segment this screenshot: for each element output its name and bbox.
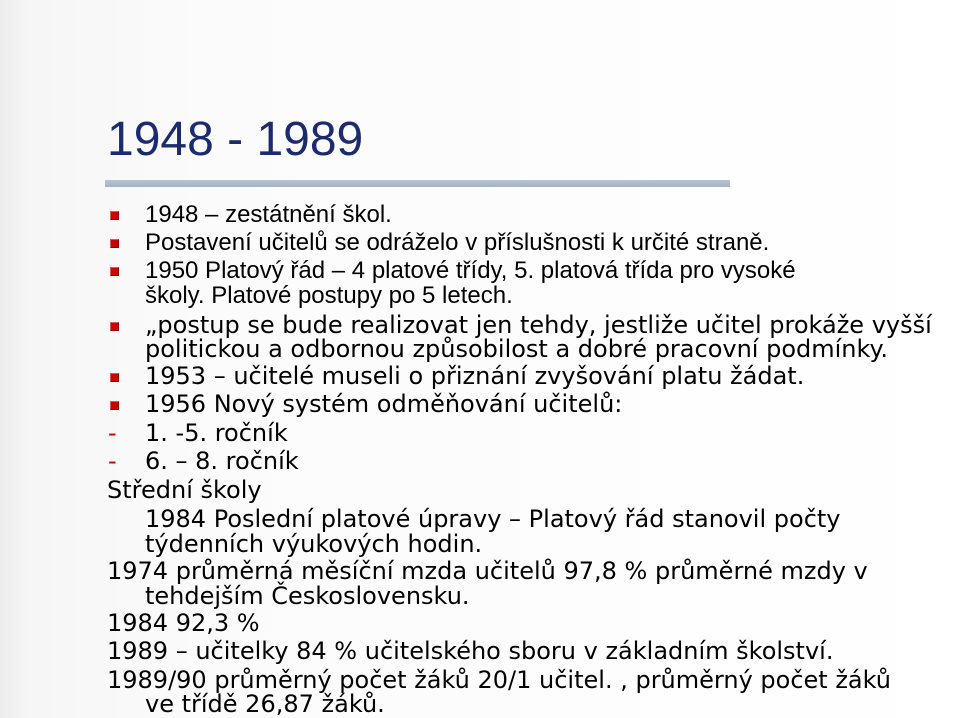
bullet-square-icon — [110, 401, 119, 410]
bullet-text: 1953 – učitelé museli o přiznání zvyšování platu žádat. — [145, 362, 805, 390]
bullet-text: Postavení učitelů se odráželo v příslušnosti k určité straně. — [145, 229, 770, 256]
bullet-text: 1950 Platový řád – 4 platové třídy, 5. platová třída pro vysoké — [145, 257, 796, 284]
dash-marker: - — [108, 447, 117, 475]
paragraph-text: 1984 Poslední platové úpravy – Platový řád stanovil počty — [145, 505, 841, 533]
bullet-text-continuation: školy. Platové postupy po 5 letech. — [145, 282, 513, 309]
paragraph-text: 1984 92,3 % — [107, 609, 260, 637]
paragraph-text-continuation: týdenních výukových hodin. — [145, 530, 483, 558]
slide-title: 1948 - 1989 — [107, 113, 364, 166]
title-underline-bar — [105, 180, 730, 187]
bullet-square-icon — [110, 211, 119, 220]
dash-marker: - — [108, 419, 117, 447]
paragraph-heading: Střední školy — [107, 476, 262, 504]
paragraph-text-continuation: ve třídě 26,87 žáků. — [145, 690, 385, 718]
bullet-text: 1956 Nový systém odměňování učitelů: — [145, 390, 623, 418]
paragraph-text-continuation: tehdejším Československu. — [145, 582, 470, 610]
sub-item-text: 1. -5. ročník — [145, 419, 288, 447]
bullet-text-continuation: politickou a odbornou způsobilost a dobré pracovní podmínky. — [145, 335, 888, 363]
bullet-text: „postup se bude realizovat jen tehdy, jestliže učitel prokáže vyšší — [145, 311, 932, 339]
bullet-square-icon — [110, 373, 119, 382]
bullet-text: 1948 – zestátnění škol. — [145, 201, 392, 228]
bullet-square-icon — [110, 267, 119, 276]
paragraph-text: 1974 průměrná měsíční mzda učitelů 97,8 % průměrné mzdy v — [107, 557, 868, 585]
paragraph-text: 1989 – učitelky 84 % učitelského sboru v základním školství. — [107, 637, 834, 665]
bullet-square-icon — [110, 239, 119, 248]
paragraph-text: 1989/90 průměrný počet žáků 20/1 učitel. , průměrný počet žáků — [107, 666, 891, 694]
sub-item-text: 6. – 8. ročník — [145, 447, 299, 475]
bullet-square-icon — [110, 322, 119, 331]
